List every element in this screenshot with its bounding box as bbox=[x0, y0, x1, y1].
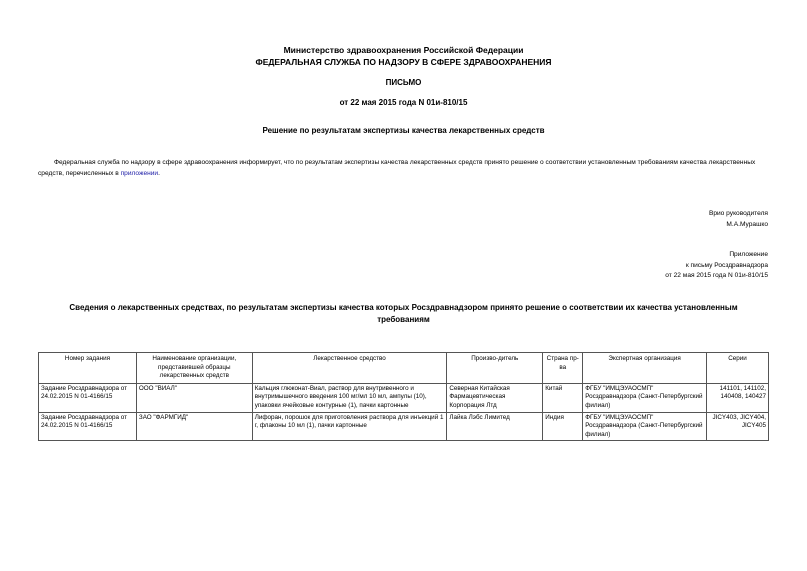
cell-series: JICY403, JICY404, JICY405 bbox=[707, 412, 769, 441]
ministry-title: Министерство здравоохранения Российской Федерации bbox=[283, 45, 524, 55]
appendix-label: Приложение bbox=[729, 251, 768, 258]
cell-task: Задание Росздравнадзора от 24.02.2015 N 01-4166/15 bbox=[39, 383, 137, 412]
appendix-link[interactable]: приложении bbox=[120, 170, 159, 177]
appendix-date: от 22 мая 2015 года N 01и-810/15 bbox=[665, 272, 768, 279]
table-header-row bbox=[39, 353, 769, 384]
appendix-header bbox=[665, 250, 768, 282]
cell-drug: Кальция глюконат-Виал, раствор для внутривенного и внутримышечного введения 100 мг/мл 10 мл, ампулы (10), упаковки ячейковые контурные (1), пачки картонные bbox=[252, 383, 447, 412]
cell-manufacturer: Северная Китайская Фармацевтическая Корпорация Лтд bbox=[447, 383, 543, 412]
column-header: Наименование организации, представившей образцы лекарственных средств bbox=[136, 353, 252, 384]
table-title: Сведения о лекарственных средствах, по результатам экспертизы качества которых Росздравнадзором принято решение о соответствии их качества установленным требованиям bbox=[69, 303, 738, 324]
cell-series: 141101, 141102, 140408, 140427 bbox=[707, 383, 769, 412]
column-header: Страна пр-ва bbox=[543, 353, 583, 384]
column-header: Серии bbox=[707, 353, 769, 384]
drug-table bbox=[38, 352, 769, 441]
cell-expert-org: ФГБУ "ИМЦЭУАОСМП" Росздравнадзора (Санкт-Петербургский филиал) bbox=[583, 383, 707, 412]
body-text-start: Федеральная служба по надзору в сфере здравоохранения информирует, что по результатам экспертизы качества лекарственных средств принято решение о соответствии установленным требованиям качества лекарственных средств, перечисленных в bbox=[38, 159, 756, 177]
cell-organization: ООО "ВИАЛ" bbox=[136, 383, 252, 412]
cell-expert-org: ФГБУ "ИМЦЭУАОСМП" Росздравнадзора (Санкт-Петербургский филиал) bbox=[583, 412, 707, 441]
body-paragraph bbox=[38, 157, 768, 179]
cell-country: Китай bbox=[543, 383, 583, 412]
cell-organization: ЗАО "ФАРМГИД" bbox=[136, 412, 252, 441]
cell-task: Задание Росздравнадзора от 24.02.2015 N 01-4166/15 bbox=[39, 412, 137, 441]
column-header: Номер задания bbox=[39, 353, 137, 384]
table-row bbox=[39, 383, 769, 412]
cell-drug: Лифоран, порошок для приготовления раствора для инъекций 1 г, флаконы 10 мл (1), пачки картонные bbox=[252, 412, 447, 441]
service-title: ФЕДЕРАЛЬНАЯ СЛУЖБА ПО НАДЗОРУ В СФЕРЕ ЗДРАВООХРАНЕНИЯ bbox=[255, 57, 552, 67]
column-header: Лекарственное средство bbox=[252, 353, 447, 384]
body-text-end: . bbox=[158, 170, 160, 177]
document-date-number: от 22 мая 2015 года N 01и-810/15 bbox=[339, 98, 468, 107]
cell-country: Индия bbox=[543, 412, 583, 441]
signature-block bbox=[709, 209, 768, 230]
signer-position: Врио руководителя bbox=[708, 210, 768, 217]
column-header: Экспертная организация bbox=[583, 353, 707, 384]
cell-manufacturer: Лайка Лэбс Лимитед bbox=[447, 412, 543, 441]
document-type: ПИСЬМО bbox=[385, 78, 422, 87]
column-header: Произво-дитель bbox=[447, 353, 543, 384]
appendix-reference: к письму Росздравнадзора bbox=[685, 261, 768, 269]
signer-name: М.А.Мурашко bbox=[726, 220, 768, 228]
table-row bbox=[39, 412, 769, 441]
document-subject: Решение по результатам экспертизы качества лекарственных средств bbox=[262, 126, 545, 135]
